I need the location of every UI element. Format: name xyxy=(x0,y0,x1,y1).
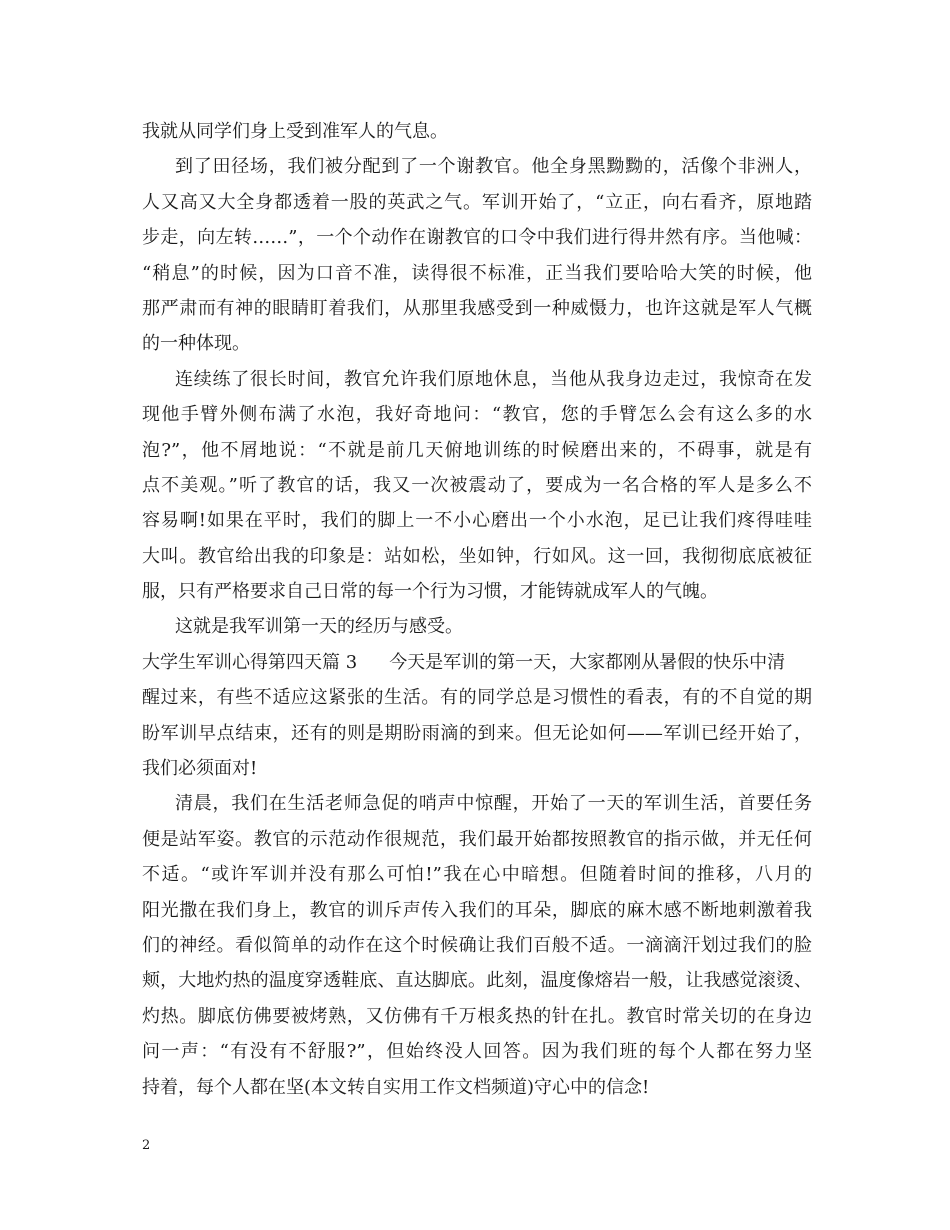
text-line: 清晨，我们在生活老师急促的哨声中惊醒，开始了一天的军训生活，首要任务 xyxy=(175,793,812,815)
text-line: 灼热。脚底仿佛要被烤熟，又仿佛有千万根炙热的针在扎。教官时常关切的在身边 xyxy=(142,1005,812,1027)
section-heading: 大学生军训心得第四天篇 3 xyxy=(142,651,358,673)
text-line: “稍息”的时候，因为口音不准，读得很不标准，正当我们要哈哈大笑的时候，他 xyxy=(142,262,812,284)
heading-line xyxy=(142,645,812,680)
text-line: 服，只有严格要求自己日常的每一个行为习惯，才能铸就成军人的气魄。 xyxy=(142,581,718,603)
text-line: 到了田径场，我们被分配到了一个谢教官。他全身黑黝黝的，活像个非洲人， xyxy=(175,156,812,178)
text-line: 人又高又大全身都透着一股的英武之气。军训开始了，“立正，向右看齐，原地踏 xyxy=(142,191,812,213)
text-line: 们的神经。看似简单的动作在这个时候确让我们百般不适。一滴滴汗划过我们的脸 xyxy=(142,934,812,956)
text-line: 持着，每个人都在坚(本文转自实用工作文档频道)守心中的信念! xyxy=(142,1076,650,1098)
text-line: 颊，大地灼热的温度穿透鞋底、直达脚底。此刻，温度像熔岩一般，让我感觉滚烫、 xyxy=(142,970,812,992)
text-line: 步走，向左转……”，一个个动作在谢教官的口令中我们进行得井然有序。当他喊： xyxy=(142,227,812,249)
text-line: 问一声：“有没有不舒服?”，但始终没人回答。因为我们班的每个人都在努力坚 xyxy=(142,1041,812,1063)
text-line: 的一种体现。 xyxy=(142,333,250,355)
text-line: 连续练了很长时间，教官允许我们原地休息，当他从我身边走过，我惊奇在发 xyxy=(175,368,812,390)
document-body xyxy=(142,114,812,1105)
text-line: 阳光撒在我们身上，教官的训斥声传入我们的耳朵，脚底的麻木感不断地刺激着我 xyxy=(142,899,812,921)
text-line: 不适。“或许军训并没有那么可怕!”我在心中暗想。但随着时间的推移，八月的 xyxy=(142,864,812,886)
text-line: 点不美观。”听了教官的话，我又一次被震动了，要成为一名合格的军人是多么不 xyxy=(142,474,812,496)
text-line: 醒过来，有些不适应这紧张的生活。有的同学总是习惯性的看表，有的不自觉的期 xyxy=(142,687,812,709)
text-line: 那严肃而有神的眼睛盯着我们，从那里我感受到一种威慑力，也许这就是军人气概 xyxy=(142,297,812,319)
text-line: 现他手臂外侧布满了水泡，我好奇地问：“教官，您的手臂怎么会有这么多的水 xyxy=(142,404,812,426)
text-line: 容易啊!如果在平时，我们的脚上一不小心磨出一个小水泡，足已让我们疼得哇哇 xyxy=(142,510,812,532)
text-line: 便是站军姿。教官的示范动作很规范，我们最开始都按照教官的指示做，并无任何 xyxy=(142,828,812,850)
text-line: 我们必须面对! xyxy=(142,758,258,780)
page-number: 2 xyxy=(142,1138,151,1153)
text-line: 这就是我军训第一天的经历与感受。 xyxy=(175,616,463,638)
text-line: 今天是军训的第一天，大家都刚从暑假的快乐中清 xyxy=(389,651,786,673)
text-line: 我就从同学们身上受到准军人的气息。 xyxy=(142,121,448,142)
text-line: 泡?”，他不屑地说：“不就是前几天俯地训练的时候磨出来的，不碍事，就是有 xyxy=(142,439,812,461)
text-line: 盼军训早点结束，还有的则是期盼雨滴的到来。但无论如何——军训已经开始了， xyxy=(142,722,812,744)
text-line: 大叫。教官给出我的印象是：站如松，坐如钟，行如风。这一回，我彻彻底底被征 xyxy=(142,545,812,567)
